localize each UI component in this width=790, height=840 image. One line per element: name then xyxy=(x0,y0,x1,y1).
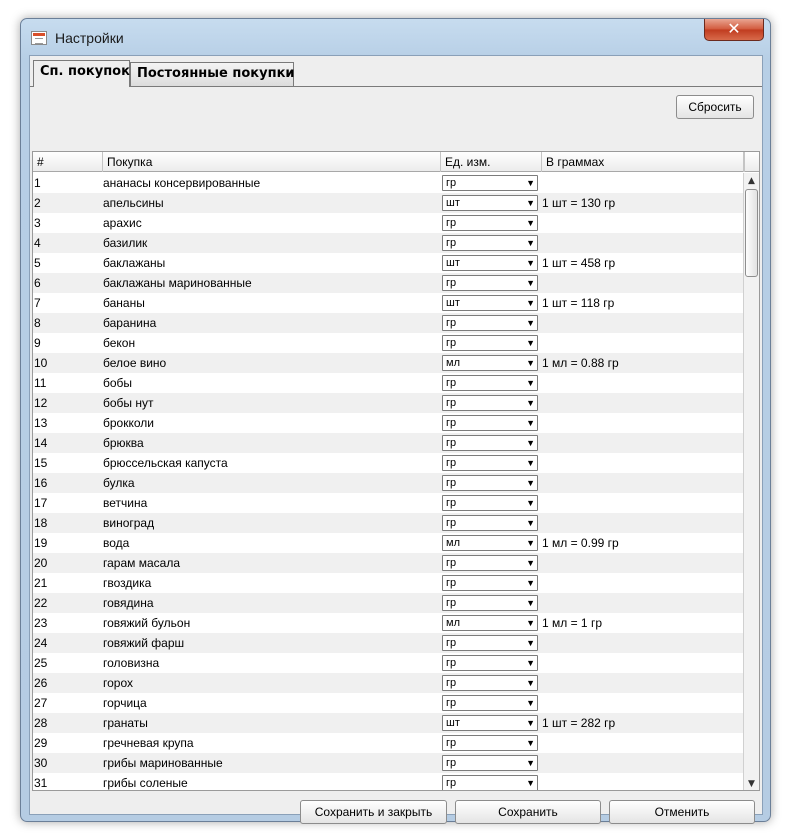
chevron-down-icon[interactable]: ▼ xyxy=(526,618,535,628)
grams-conversion[interactable] xyxy=(542,173,742,193)
row-number: 21 xyxy=(34,576,48,590)
chevron-down-icon[interactable]: ▼ xyxy=(526,298,535,308)
chevron-down-icon[interactable]: ▼ xyxy=(526,558,535,568)
row-number: 14 xyxy=(34,436,48,450)
unit-select[interactable] xyxy=(442,615,538,631)
column-header-grams[interactable]: В граммах xyxy=(542,152,745,172)
unit-select[interactable] xyxy=(442,275,538,291)
vertical-scrollbar[interactable] xyxy=(743,173,759,791)
unit-cell xyxy=(441,493,539,513)
unit-value: мл xyxy=(446,617,460,629)
grams-conversion[interactable] xyxy=(542,653,742,673)
row-number: 9 xyxy=(34,336,41,350)
row-number: 11 xyxy=(34,376,47,390)
chevron-down-icon[interactable]: ▼ xyxy=(526,518,535,528)
unit-select[interactable] xyxy=(442,175,538,191)
unit-value: гр xyxy=(446,397,457,409)
table-row[interactable] xyxy=(33,273,744,293)
tab-regular-purchases[interactable]: Постоянные покупки xyxy=(130,62,294,86)
grams-conversion[interactable] xyxy=(542,693,742,713)
unit-value: гр xyxy=(446,597,457,609)
grams-conversion[interactable] xyxy=(542,773,742,791)
table-row[interactable] xyxy=(33,193,744,213)
unit-value: мл xyxy=(446,357,460,369)
row-number: 8 xyxy=(34,316,41,330)
unit-cell xyxy=(441,593,539,613)
product-name[interactable]: горох xyxy=(103,676,133,690)
row-number: 5 xyxy=(34,256,41,270)
unit-select[interactable] xyxy=(442,535,538,551)
unit-value: гр xyxy=(446,757,457,769)
unit-value: гр xyxy=(446,277,457,289)
unit-cell xyxy=(441,673,539,693)
row-number: 3 xyxy=(34,216,41,230)
table-row[interactable] xyxy=(33,613,744,633)
unit-cell xyxy=(441,573,539,593)
product-name[interactable]: говядина xyxy=(103,596,154,610)
row-number: 7 xyxy=(34,296,41,310)
unit-cell xyxy=(441,393,539,413)
unit-select[interactable] xyxy=(442,315,538,331)
table-row[interactable] xyxy=(33,633,744,653)
row-number: 23 xyxy=(34,616,48,630)
unit-value: гр xyxy=(446,237,457,249)
table-row[interactable] xyxy=(33,313,744,333)
unit-value: гр xyxy=(446,497,457,509)
grams-conversion[interactable] xyxy=(542,553,742,573)
unit-select[interactable] xyxy=(442,755,538,771)
unit-cell xyxy=(441,373,539,393)
product-name[interactable]: брокколи xyxy=(103,416,154,430)
row-number: 30 xyxy=(34,756,48,770)
grams-conversion[interactable]: 1 мл = 1 гр xyxy=(542,616,602,630)
unit-value: гр xyxy=(446,457,457,469)
product-name[interactable]: брюссельская капуста xyxy=(103,456,228,470)
unit-select[interactable] xyxy=(442,295,538,311)
table-row[interactable] xyxy=(33,373,744,393)
table-row[interactable] xyxy=(33,773,744,791)
unit-select[interactable] xyxy=(442,215,538,231)
unit-cell xyxy=(441,313,539,333)
header-corner xyxy=(743,152,759,172)
unit-select[interactable] xyxy=(442,415,538,431)
save-and-close-button[interactable]: Сохранить и закрыть xyxy=(300,800,447,824)
chevron-down-icon[interactable]: ▼ xyxy=(526,538,535,548)
product-name[interactable]: арахис xyxy=(103,216,142,230)
scroll-down-icon[interactable]: ▼ xyxy=(748,779,755,789)
table-row[interactable] xyxy=(33,693,744,713)
unit-select[interactable] xyxy=(442,695,538,711)
grams-conversion[interactable] xyxy=(542,673,742,693)
unit-cell xyxy=(441,293,539,313)
grams-conversion[interactable] xyxy=(542,633,742,653)
grams-conversion[interactable] xyxy=(542,313,742,333)
chevron-down-icon[interactable]: ▼ xyxy=(526,218,535,228)
product-name[interactable]: головизна xyxy=(103,656,160,670)
unit-value: гр xyxy=(446,557,457,569)
grams-conversion[interactable] xyxy=(542,233,742,253)
grams-conversion[interactable]: 1 шт = 118 гр xyxy=(542,296,615,310)
cancel-button[interactable]: Отменить xyxy=(609,800,755,824)
chevron-down-icon[interactable]: ▼ xyxy=(526,718,535,728)
unit-value: гр xyxy=(446,657,457,669)
chevron-down-icon[interactable]: ▼ xyxy=(526,758,535,768)
chevron-down-icon[interactable]: ▼ xyxy=(526,398,535,408)
unit-value: гр xyxy=(446,177,457,189)
product-name[interactable]: грибы маринованные xyxy=(103,756,223,770)
row-number: 22 xyxy=(34,596,48,610)
grams-conversion[interactable] xyxy=(542,513,742,533)
grams-conversion[interactable]: 1 мл = 0.99 гр xyxy=(542,536,619,550)
product-name[interactable]: гвоздика xyxy=(103,576,152,590)
product-name[interactable]: баклажаны маринованные xyxy=(103,276,252,290)
chevron-down-icon[interactable]: ▼ xyxy=(526,438,535,448)
unit-value: гр xyxy=(446,517,457,529)
tab-panel xyxy=(30,86,762,819)
row-number: 20 xyxy=(34,556,48,570)
grams-conversion[interactable] xyxy=(542,493,742,513)
product-name[interactable]: виноград xyxy=(103,516,155,530)
chevron-down-icon[interactable]: ▼ xyxy=(526,458,535,468)
product-name[interactable]: горчица xyxy=(103,696,147,710)
column-header-number[interactable]: # xyxy=(33,152,103,172)
unit-cell xyxy=(441,773,539,791)
unit-select[interactable] xyxy=(442,635,538,651)
unit-cell xyxy=(441,353,539,373)
chevron-down-icon[interactable]: ▼ xyxy=(526,318,535,328)
unit-select[interactable] xyxy=(442,455,538,471)
unit-select[interactable] xyxy=(442,495,538,511)
product-name[interactable]: ананасы консервированные xyxy=(103,176,261,190)
unit-cell xyxy=(441,633,539,653)
unit-cell xyxy=(441,173,539,193)
chevron-down-icon[interactable]: ▼ xyxy=(526,358,535,368)
unit-cell xyxy=(441,553,539,573)
row-number: 4 xyxy=(34,236,41,250)
scrollbar-thumb[interactable] xyxy=(745,189,758,277)
grams-conversion[interactable] xyxy=(542,333,742,353)
unit-select[interactable] xyxy=(442,255,538,271)
product-name[interactable]: базилик xyxy=(103,236,148,250)
grams-conversion[interactable] xyxy=(542,473,742,493)
product-name[interactable]: белое вино xyxy=(103,356,167,370)
grams-conversion[interactable]: 1 шт = 130 гр xyxy=(542,196,616,210)
row-number: 17 xyxy=(34,496,48,510)
table-row[interactable] xyxy=(33,213,744,233)
chevron-down-icon[interactable]: ▼ xyxy=(526,338,535,348)
unit-cell xyxy=(441,213,539,233)
chevron-down-icon[interactable]: ▼ xyxy=(526,598,535,608)
unit-select[interactable] xyxy=(442,775,538,791)
unit-cell xyxy=(441,433,539,453)
unit-cell xyxy=(441,653,539,673)
unit-value: гр xyxy=(446,417,457,429)
row-number: 2 xyxy=(34,196,41,210)
unit-cell xyxy=(441,613,539,633)
table-row[interactable] xyxy=(33,253,744,273)
product-name[interactable]: ветчина xyxy=(103,496,148,510)
row-number: 19 xyxy=(34,536,48,550)
chevron-down-icon[interactable]: ▼ xyxy=(526,378,535,388)
unit-select[interactable] xyxy=(442,435,538,451)
product-name[interactable]: бананы xyxy=(103,296,145,310)
table-row[interactable] xyxy=(33,573,744,593)
grams-conversion[interactable] xyxy=(542,593,742,613)
grams-conversion[interactable]: 1 шт = 282 гр xyxy=(542,716,616,730)
chevron-down-icon[interactable]: ▼ xyxy=(526,638,535,648)
unit-cell xyxy=(441,533,539,553)
product-name[interactable]: говяжий бульон xyxy=(103,616,191,630)
chevron-down-icon[interactable]: ▼ xyxy=(526,278,535,288)
unit-cell xyxy=(441,193,539,213)
chevron-down-icon[interactable]: ▼ xyxy=(526,418,535,428)
unit-select[interactable] xyxy=(442,375,538,391)
app-icon xyxy=(31,31,47,45)
product-name[interactable]: бекон xyxy=(103,336,136,350)
unit-value: гр xyxy=(446,477,457,489)
unit-select[interactable] xyxy=(442,515,538,531)
unit-select[interactable] xyxy=(442,235,538,251)
unit-select[interactable] xyxy=(442,475,538,491)
product-name[interactable]: баклажаны xyxy=(103,256,166,270)
table-row[interactable] xyxy=(33,713,744,733)
row-number: 1 xyxy=(34,176,41,190)
grams-conversion[interactable] xyxy=(542,453,742,473)
row-number: 16 xyxy=(34,476,48,490)
table-row[interactable] xyxy=(33,493,744,513)
settings-window xyxy=(20,18,771,822)
grams-conversion[interactable] xyxy=(542,573,742,593)
unit-value: гр xyxy=(446,317,457,329)
table-row[interactable] xyxy=(33,533,744,553)
product-name[interactable]: бобы нут xyxy=(103,396,154,410)
unit-cell xyxy=(441,733,539,753)
unit-cell xyxy=(441,473,539,493)
product-name[interactable]: булка xyxy=(103,476,135,490)
unit-value: гр xyxy=(446,737,457,749)
table-header xyxy=(33,152,759,172)
row-number: 10 xyxy=(34,356,48,370)
dialog-content xyxy=(29,55,763,819)
table-row[interactable] xyxy=(33,433,744,453)
unit-value: шт xyxy=(446,257,460,269)
product-name[interactable]: апельсины xyxy=(103,196,164,210)
unit-value: гр xyxy=(446,577,457,589)
table-row[interactable] xyxy=(33,173,744,193)
unit-value: шт xyxy=(446,197,460,209)
chevron-down-icon[interactable]: ▼ xyxy=(526,198,535,208)
product-name[interactable]: вода xyxy=(103,536,130,550)
column-header-unit[interactable]: Ед. изм. xyxy=(441,152,542,172)
table-row[interactable] xyxy=(33,473,744,493)
row-number: 24 xyxy=(34,636,48,650)
grams-conversion[interactable] xyxy=(542,733,742,753)
unit-select[interactable] xyxy=(442,675,538,691)
unit-value: шт xyxy=(446,717,460,729)
unit-select[interactable] xyxy=(442,355,538,371)
table-row[interactable] xyxy=(33,393,744,413)
grams-conversion[interactable] xyxy=(542,213,742,233)
unit-cell xyxy=(441,333,539,353)
title-bar[interactable] xyxy=(21,19,770,55)
unit-select[interactable] xyxy=(442,395,538,411)
unit-cell xyxy=(441,233,539,253)
row-number: 26 xyxy=(34,676,48,690)
unit-value: гр xyxy=(446,637,457,649)
grams-conversion[interactable]: 1 шт = 458 гр xyxy=(542,256,616,270)
unit-select[interactable] xyxy=(442,595,538,611)
table-row[interactable] xyxy=(33,413,744,433)
chevron-down-icon[interactable]: ▼ xyxy=(526,498,535,508)
unit-select[interactable] xyxy=(442,335,538,351)
window-title: Настройки xyxy=(55,30,124,46)
unit-select[interactable] xyxy=(442,555,538,571)
product-name[interactable]: говяжий фарш xyxy=(103,636,185,650)
grams-conversion[interactable] xyxy=(542,753,742,773)
table-row[interactable] xyxy=(33,333,744,353)
unit-cell xyxy=(441,253,539,273)
chevron-down-icon[interactable]: ▼ xyxy=(526,678,535,688)
row-number: 28 xyxy=(34,716,48,730)
table-body xyxy=(33,173,744,791)
table-row[interactable] xyxy=(33,453,744,473)
unit-cell xyxy=(441,273,539,293)
product-name[interactable]: грибы соленые xyxy=(103,776,188,790)
unit-value: гр xyxy=(446,697,457,709)
table-row[interactable] xyxy=(33,653,744,673)
product-name[interactable]: гранаты xyxy=(103,716,148,730)
unit-cell xyxy=(441,693,539,713)
save-button[interactable]: Сохранить xyxy=(455,800,601,824)
unit-cell xyxy=(441,453,539,473)
row-number: 29 xyxy=(34,736,48,750)
products-table xyxy=(32,151,760,791)
chevron-down-icon[interactable]: ▼ xyxy=(526,238,535,248)
row-number: 25 xyxy=(34,656,48,670)
unit-value: гр xyxy=(446,217,457,229)
table-row[interactable] xyxy=(33,553,744,573)
row-number: 13 xyxy=(34,416,48,430)
table-row[interactable] xyxy=(33,733,744,753)
product-name[interactable]: гарам масала xyxy=(103,556,180,570)
unit-value: мл xyxy=(446,537,460,549)
unit-select[interactable] xyxy=(442,655,538,671)
row-number: 27 xyxy=(34,696,48,710)
unit-cell xyxy=(441,713,539,733)
row-number: 15 xyxy=(34,456,48,470)
table-row[interactable] xyxy=(33,673,744,693)
row-number: 18 xyxy=(34,516,48,530)
grams-conversion[interactable] xyxy=(542,433,742,453)
row-number: 6 xyxy=(34,276,41,290)
scroll-up-icon[interactable]: ▲ xyxy=(748,176,755,186)
close-button[interactable]: ✕ xyxy=(704,19,764,41)
grams-conversion[interactable] xyxy=(542,393,742,413)
tab-shopping-list[interactable]: Сп. покупок xyxy=(33,60,130,87)
column-header-product[interactable]: Покупка xyxy=(103,152,441,172)
table-row[interactable] xyxy=(33,353,744,373)
chevron-down-icon[interactable]: ▼ xyxy=(526,658,535,668)
product-name[interactable]: бобы xyxy=(103,376,133,390)
table-row[interactable] xyxy=(33,753,744,773)
chevron-down-icon[interactable]: ▼ xyxy=(526,738,535,748)
row-number: 12 xyxy=(34,396,48,410)
row-number: 31 xyxy=(34,776,48,790)
grams-conversion[interactable]: 1 мл = 0.88 гр xyxy=(542,356,619,370)
unit-select[interactable] xyxy=(442,195,538,211)
unit-value: гр xyxy=(446,437,457,449)
unit-select[interactable] xyxy=(442,715,538,731)
chevron-down-icon[interactable]: ▼ xyxy=(526,698,535,708)
unit-cell xyxy=(441,413,539,433)
table-row[interactable] xyxy=(33,293,744,313)
grams-conversion[interactable] xyxy=(542,413,742,433)
product-name[interactable]: баранина xyxy=(103,316,157,330)
grams-conversion[interactable] xyxy=(542,273,742,293)
table-row[interactable] xyxy=(33,233,744,253)
unit-select[interactable] xyxy=(442,735,538,751)
chevron-down-icon[interactable]: ▼ xyxy=(526,578,535,588)
unit-value: шт xyxy=(446,297,460,309)
unit-value: гр xyxy=(446,337,457,349)
unit-value: гр xyxy=(446,777,457,789)
chevron-down-icon[interactable]: ▼ xyxy=(526,778,535,788)
product-name[interactable]: брюква xyxy=(103,436,144,450)
table-row[interactable] xyxy=(33,513,744,533)
unit-select[interactable] xyxy=(442,575,538,591)
unit-value: гр xyxy=(446,377,457,389)
table-row[interactable] xyxy=(33,593,744,613)
unit-value: гр xyxy=(446,677,457,689)
chevron-down-icon[interactable]: ▼ xyxy=(526,178,535,188)
unit-cell xyxy=(441,753,539,773)
unit-cell xyxy=(441,513,539,533)
chevron-down-icon[interactable]: ▼ xyxy=(526,258,535,268)
grams-conversion[interactable] xyxy=(542,373,742,393)
product-name[interactable]: гречневая крупа xyxy=(103,736,194,750)
reset-button[interactable]: Сбросить xyxy=(676,95,754,119)
chevron-down-icon[interactable]: ▼ xyxy=(526,478,535,488)
